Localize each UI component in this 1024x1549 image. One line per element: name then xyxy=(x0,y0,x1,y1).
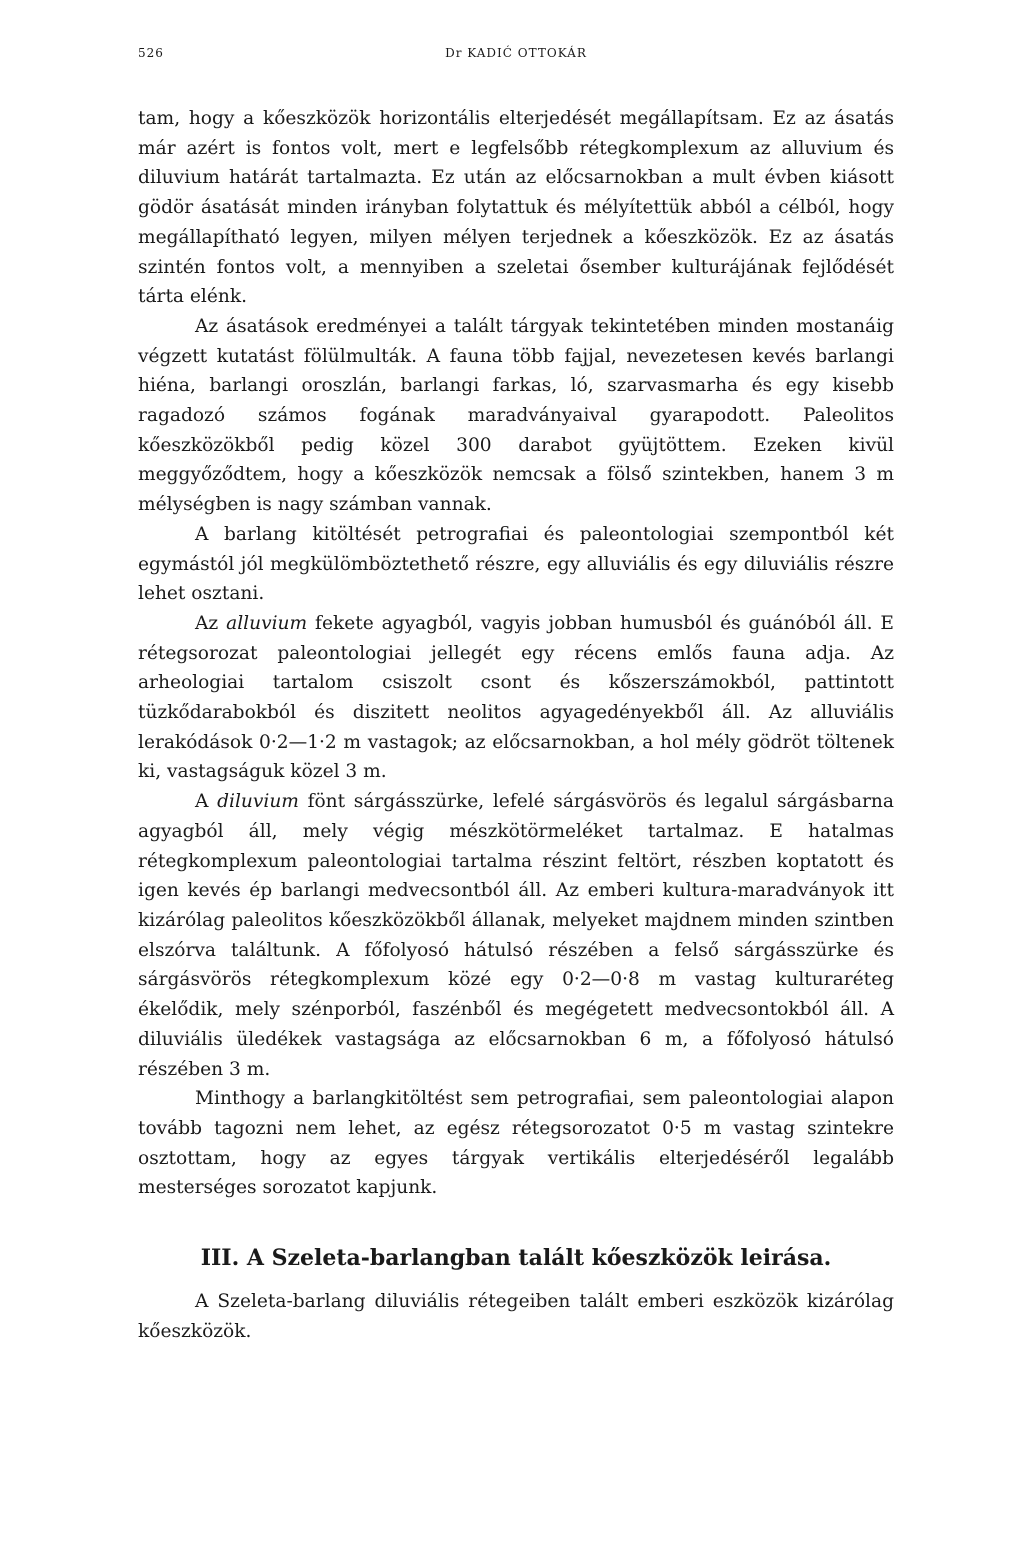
alluvium-text: fekete agyagból, vagyis jobban humusból és guánóból áll. E rétegsorozat paleontologiai jellegét egy récens emlős fauna adja. Az arheologiai tartalom csiszolt csont és kőszerszámokból, pattintott tüzkődarabokból és diszitett neolitos agyagedényekből áll. Az alluviális lerakódások 0·2—1·2 m vastagok; az előcsarnokban, a hol mély gödröt töltenek ki, vastagságuk közel 3 m. xyxy=(138,612,894,783)
page-number: 526 xyxy=(138,46,164,60)
section-body xyxy=(138,1287,894,1346)
paragraph-results: Az ásatások eredményei a talált tárgyak tekintetében minden mostanáig végzett kutatást fölülmulták. A fauna több fajjal, nevezetesen kevés barlangi hiéna, barlangi oroszlán, barlangi farkas, ló, szarvasmarha és egy kisebb ragadozó számos fogának maradványaival gyarapodott. Paleolitos kőeszközökből pedig közel 300 darabot gyüjtöttem. Ezeken kivül meggyőződtem, hogy a kőeszközök nemcsak a fölső szintekben, hanem 3 m mélységben is nagy számban vannak. xyxy=(138,315,894,516)
section-paragraph: A Szeleta-barlang diluviális rétegeiben talált emberi eszközök kizárólag kőeszközök. xyxy=(138,1291,894,1342)
paragraph-continued: tam, hogy a kőeszközök horizontális elterjedését megállapítsam. Ez az ásatás már azért is fontos volt, mert e legfelsőbb rétegkomplexum az alluvium és diluvium határát tartalmazta. Ez után az előcsarnokban a mult évben kiásott gödör ásatását minden irányban folytattuk és mélyítettük abból a célból, hogy megállapítható legyen, milyen mélyen terjednek a kőeszközök. Ez az ásatás szintén fontos volt, a mennyiben a szeletai ősember kulturájának fejlődését tárta elénk. xyxy=(138,108,894,308)
section-heading: III. A Szeleta-barlangban talált kőeszközök leirása. xyxy=(200,1245,832,1272)
page-header xyxy=(138,46,894,74)
paragraph-filling: A barlang kitöltését petrografiai és paleontologiai szempontból két egymástól jól megkülömböztethető részre, egy alluviális és egy diluviális részre lehet osztani. xyxy=(138,523,894,605)
alluvium-lead: Az xyxy=(195,612,227,634)
alluvium-term: alluvium xyxy=(226,612,308,634)
body-text xyxy=(138,104,894,1203)
paragraph-diluvium xyxy=(138,787,894,1084)
diluvium-text: fönt sárgásszürke, lefelé sárgásvörös és legalul sárgásbarna agyagból áll, mely végig mészkötörmeléket tartalmaz. E hatalmas rétegkomplexum paleontologiai tartalma részint feltört, részben koptatott és igen kevés ép barlangi medvecsontból áll. Az emberi kultura-maradványok itt kizárólag paleolitos kőeszközökből állanak, melyeket majdnem minden szintben elszórva találtunk. A főfolyosó hátulsó részében a felső sárgásszürke és sárgásvörös rétegkomplexum közé egy 0·2—0·8 m vastag kulturaréteg ékelődik, mely szénporból, faszénből és megégetett medvecsontokból áll. A diluviális üledékek vastagsága az előcsarnokban 6 m, a főfolyosó hátulsó részében 3 m. xyxy=(138,791,894,1080)
diluvium-lead: A xyxy=(195,791,218,813)
paragraph-alluvium xyxy=(138,609,894,787)
running-head: Dr KADIĆ OTTOKÁR xyxy=(445,46,587,60)
paragraph-levels: Minthogy a barlangkitöltést sem petrografiai, sem paleontologiai alapon tovább tagozni nem lehet, az egész rétegsorozatot 0·5 m vastag szintekre osztottam, hogy az egyes tárgyak vertikális elterjedéséről legalább mesterséges sorozatot kapjunk. xyxy=(138,1088,894,1199)
page xyxy=(138,46,894,1346)
diluvium-term: diluvium xyxy=(217,791,299,813)
